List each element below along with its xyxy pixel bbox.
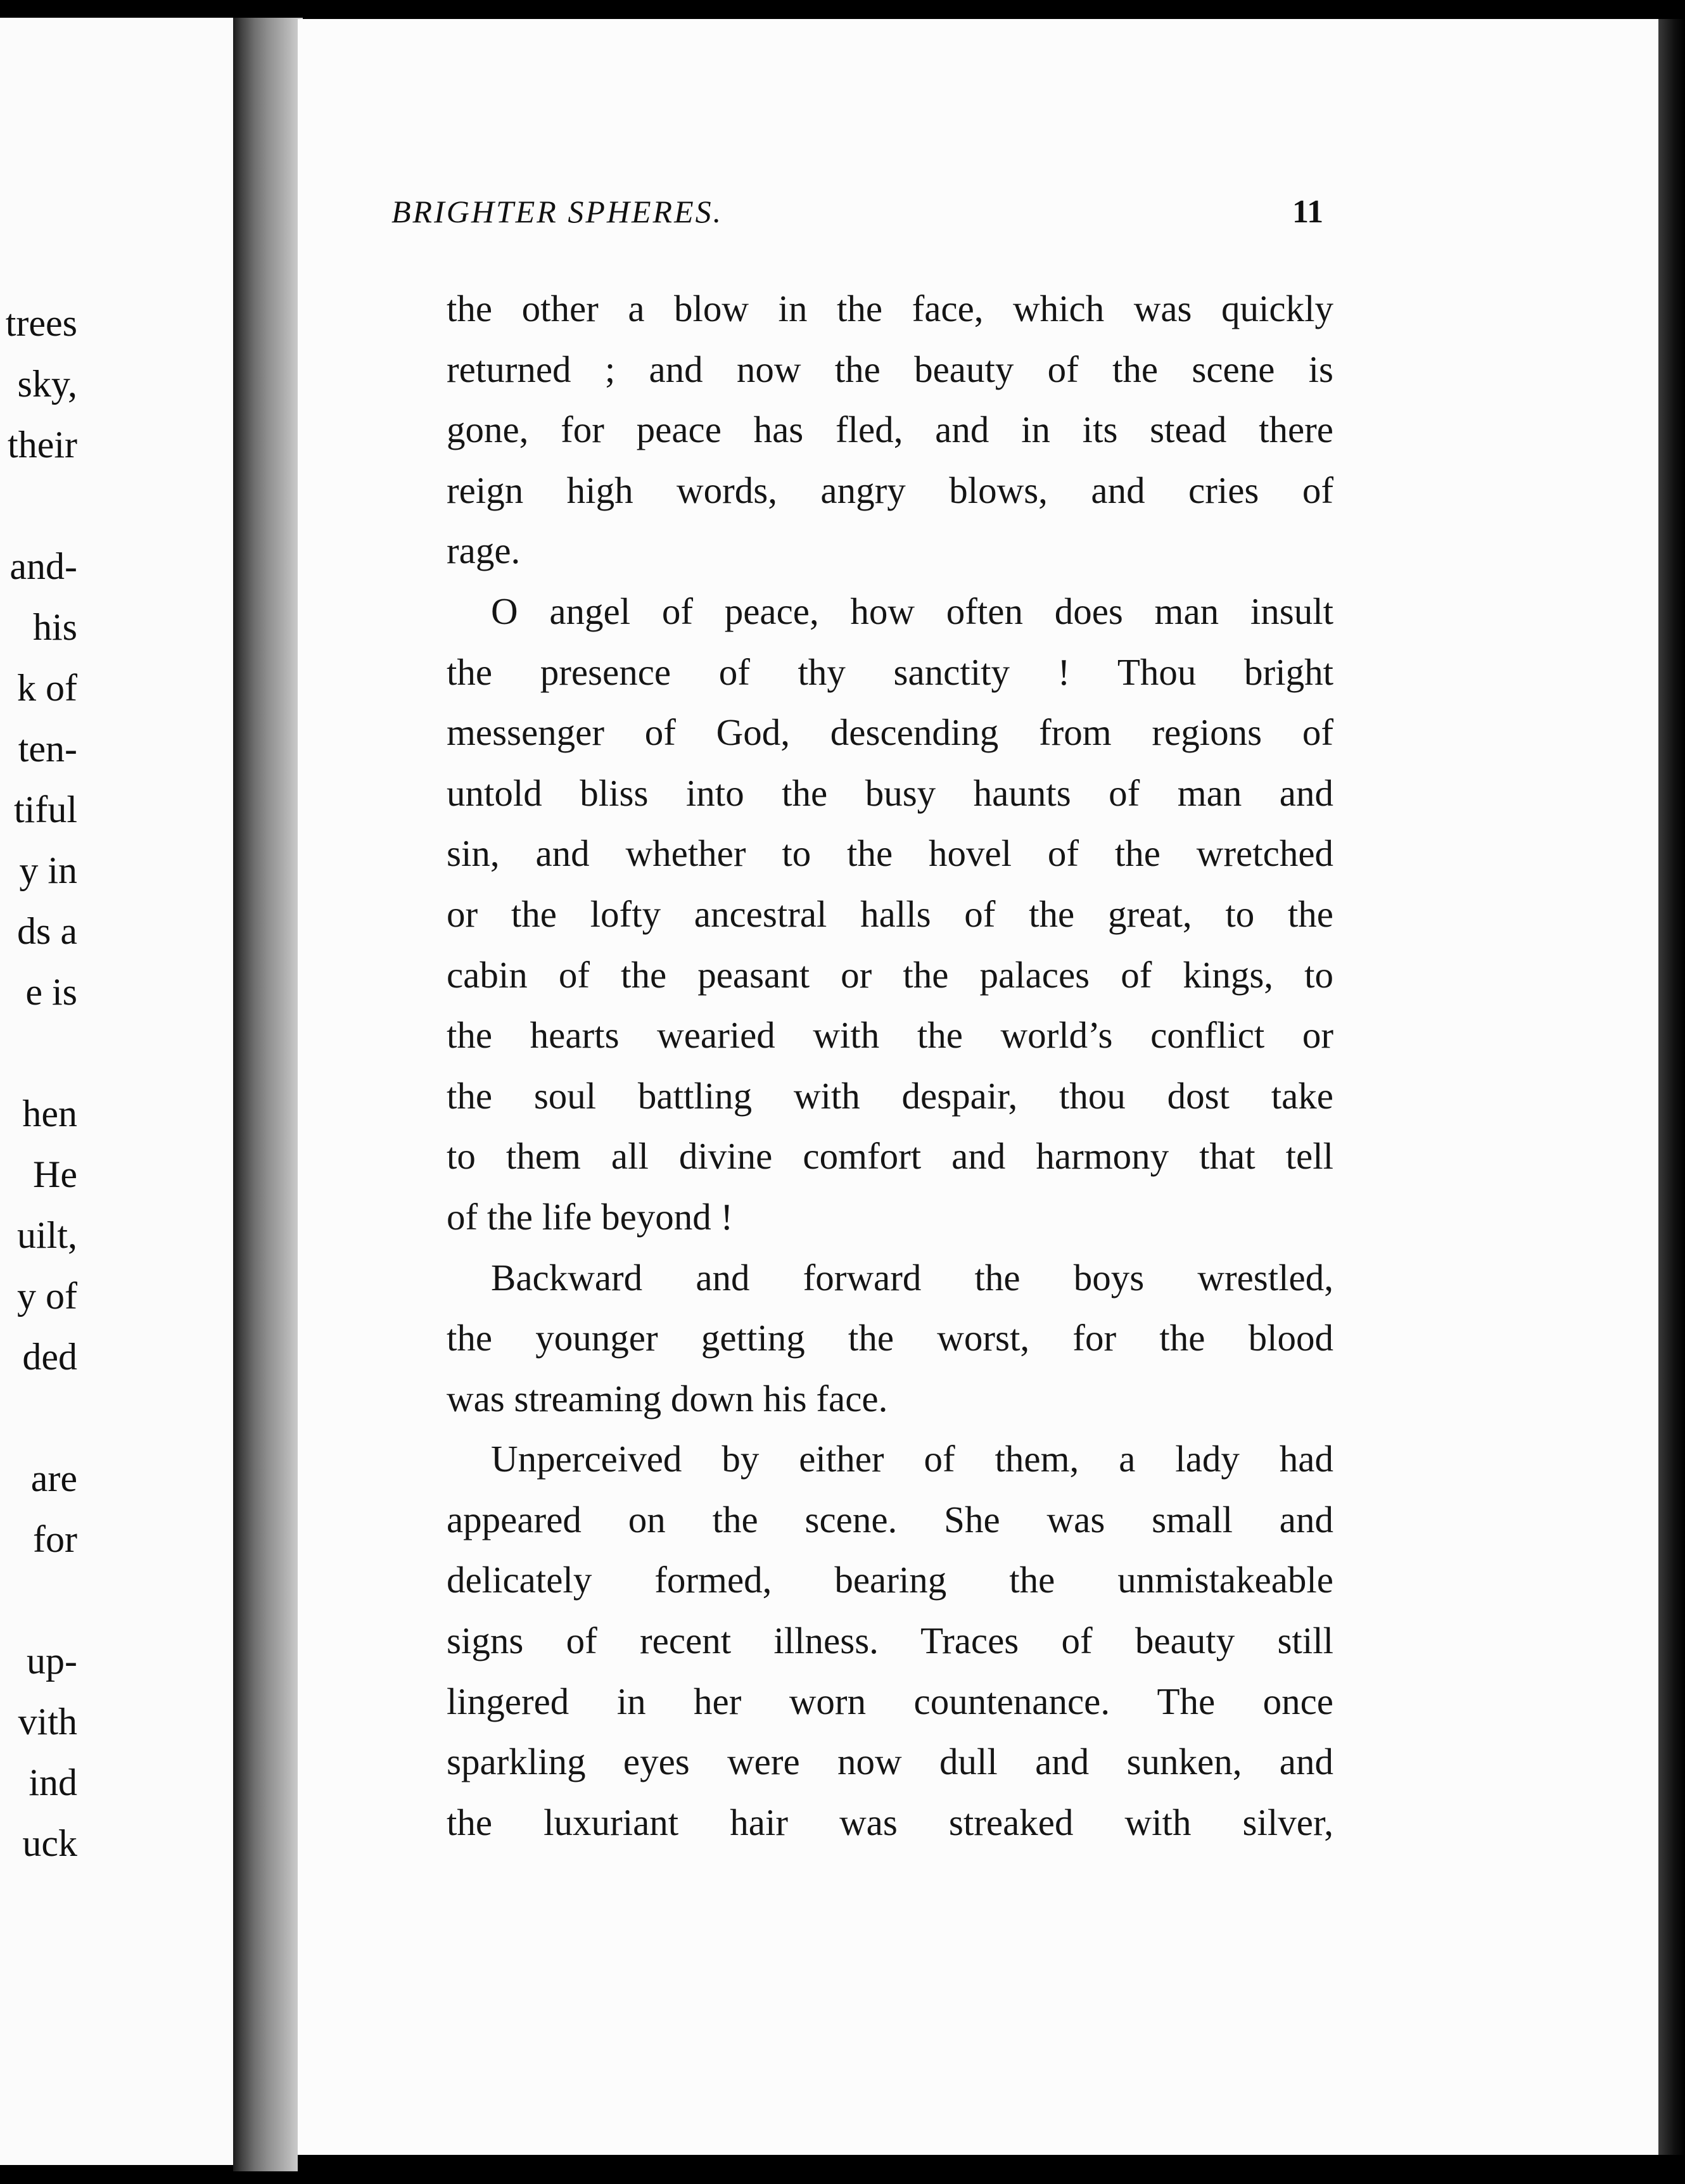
text-line: to them all divine comfort and harmony that tell xyxy=(447,1135,1333,1178)
left-page-fragment: hen xyxy=(22,1093,77,1134)
left-page-fragment: trees xyxy=(5,302,77,344)
book-gutter xyxy=(233,18,303,2171)
text-line: signs of recent illness. Traces of beauty still xyxy=(447,1620,1333,1662)
left-page-fragment: ind xyxy=(29,1762,77,1803)
left-page-fragment: their xyxy=(8,424,77,466)
left-page-fragment: ded xyxy=(22,1336,77,1378)
text-line: gone, for peace has fled, and in its stead there xyxy=(447,409,1333,451)
left-page-fragment: sky, xyxy=(17,363,77,405)
text-line: cabin of the peasant or the palaces of kings, to xyxy=(447,953,1333,996)
page-edge-bottom xyxy=(298,2155,1685,2184)
text-line: messenger of God, descending from regions of xyxy=(447,711,1333,754)
running-head-title: BRIGHTER SPHERES. xyxy=(391,194,723,229)
body-text xyxy=(447,279,1333,1853)
left-page-fragment: uck xyxy=(22,1822,77,1864)
left-page-fragment: and- xyxy=(10,545,77,587)
left-page-fragment: for xyxy=(33,1518,77,1560)
left-page-fragment: tiful xyxy=(14,789,77,830)
left-page-fragment: are xyxy=(30,1457,77,1499)
left-page-fragment: y in xyxy=(19,849,77,891)
text-line: lingered in her worn countenance. The once xyxy=(447,1680,1333,1722)
left-page-fragment: up- xyxy=(27,1640,77,1682)
left-page-fragment: uilt, xyxy=(16,1214,77,1256)
text-line: or the lofty ancestral halls of the great, to the xyxy=(447,892,1333,935)
text-line: sparkling eyes were now dull and sunken, and xyxy=(447,1741,1333,1783)
text-line: the luxuriant hair was streaked with silver, xyxy=(447,1801,1333,1843)
page-number: 11 xyxy=(1292,194,1324,230)
text-line: of the life beyond ! xyxy=(447,1195,734,1238)
text-line: untold bliss into the busy haunts of man and xyxy=(447,771,1333,814)
text-line: rage. xyxy=(447,530,521,572)
left-page-fragment: k of xyxy=(17,667,77,709)
text-line: O angel of peace, how often does man insult xyxy=(491,590,1333,632)
left-page xyxy=(0,18,233,2165)
text-line: delicately formed, bearing the unmistakeable xyxy=(447,1559,1333,1601)
left-page-fragment: He xyxy=(33,1153,77,1195)
left-page-fragment: y of xyxy=(17,1275,77,1317)
text-line: the other a blow in the face, which was quickly xyxy=(447,288,1333,329)
text-line: returned ; and now the beauty of the scene is xyxy=(447,348,1333,390)
left-page-fragment: ds a xyxy=(17,910,77,952)
left-page-fragment: ten- xyxy=(18,728,77,770)
text-line: was streaming down his face. xyxy=(447,1377,888,1419)
text-line: sin, and whether to the hovel of the wretched xyxy=(447,832,1333,875)
page-edge-right xyxy=(1658,19,1685,2173)
text-line: the soul battling with despair, thou dost take xyxy=(447,1074,1333,1117)
text-line: the hearts wearied with the world’s conflict or xyxy=(447,1014,1333,1057)
text-line: reign high words, angry blows, and cries of xyxy=(447,469,1333,511)
text-line: Backward and forward the boys wrestled, xyxy=(491,1256,1333,1298)
text-line: Unperceived by either of them, a lady had xyxy=(491,1438,1333,1480)
text-line: the presence of thy sanctity ! Thou bright xyxy=(447,651,1333,693)
left-page-fragment: vith xyxy=(18,1701,77,1743)
text-line: the younger getting the worst, for the blood xyxy=(447,1317,1333,1359)
left-page-fragment: his xyxy=(32,606,77,648)
text-line: appeared on the scene. She was small and xyxy=(447,1498,1333,1540)
left-page-fragment: e is xyxy=(25,971,77,1013)
